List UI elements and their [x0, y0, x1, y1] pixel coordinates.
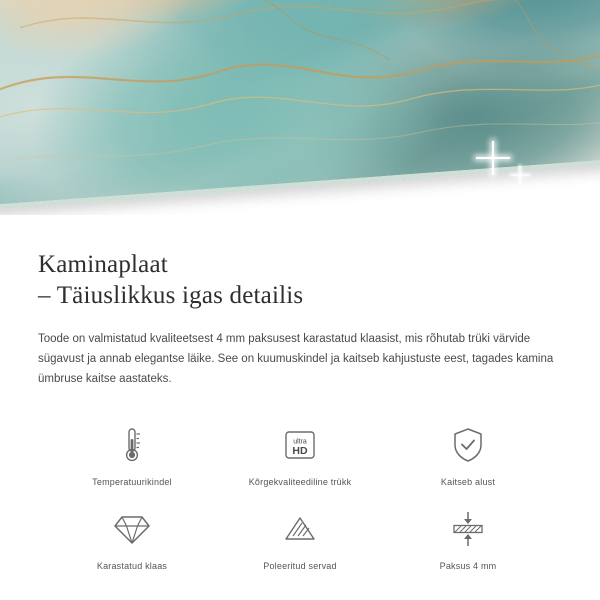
feature-item — [216, 423, 384, 487]
svg-text:HD: HD — [292, 445, 308, 457]
feature-item — [216, 507, 384, 571]
hero-image — [0, 0, 600, 215]
thermometer-icon — [106, 423, 158, 467]
product-description: Toode on valmistatud kvaliteetsest 4 mm paksusest karastatud klaasist, mis rõhutab trüki värvide sügavust ja annab elegantse läike. See on kuumuskindel ja kaitseb kahjustuste eest, tagades kamina ümbruse kaitse aastateks. — [38, 333, 554, 385]
feature-label: Temperatuurikindel — [92, 477, 172, 487]
feature-item — [384, 423, 552, 487]
title-line-1: Kaminaplaat — [38, 251, 168, 278]
feature-item — [48, 423, 216, 487]
feature-label: Kõrgekvaliteediline trükk — [248, 477, 352, 487]
feature-label: Kaitseb alust — [440, 477, 496, 487]
feature-label: Poleeritud servad — [263, 561, 337, 571]
svg-text:ultra: ultra — [293, 438, 307, 446]
polished-edges-icon — [274, 507, 326, 551]
thickness-icon — [442, 507, 494, 551]
ultra-hd-icon — [274, 423, 326, 467]
glass-panel-photo — [0, 0, 600, 210]
title-line-2: – Täiuslikkus igas detailis — [38, 282, 304, 309]
gold-veins — [0, 0, 600, 205]
feature-grid — [38, 423, 562, 571]
feature-label: Paksus 4 mm — [439, 561, 497, 571]
feature-label: Karastatud klaas — [96, 561, 168, 571]
shield-check-icon — [442, 423, 494, 467]
content-block — [0, 215, 600, 571]
feature-item — [384, 507, 552, 571]
page-title — [38, 249, 562, 311]
feature-item — [48, 507, 216, 571]
diamond-icon — [106, 507, 158, 551]
